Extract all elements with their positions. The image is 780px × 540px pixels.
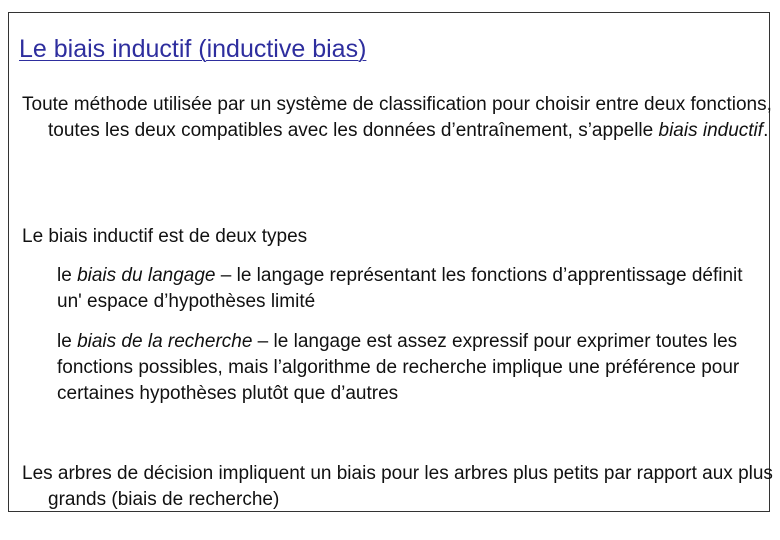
type-description: – le langage représentant les fonctions d’apprentissage définit un' espace d’hypothèses limité [57, 265, 743, 312]
type-term: biais du langage [77, 265, 216, 286]
type-item-language-bias [57, 263, 757, 315]
type-term: biais de la recherche [77, 331, 253, 352]
type-prefix: le [57, 265, 78, 286]
conclusion-paragraph: Les arbres de décision impliquent un biais pour les arbres plus petits par rapport aux plus grands (biais de recherche) [22, 463, 773, 510]
slide-frame [8, 12, 773, 512]
definition-end: . [763, 120, 769, 141]
slide-title: Le biais inductif (inductive bias) [19, 35, 367, 63]
type-prefix: le [57, 331, 78, 352]
type-description: – le langage est assez expressif pour exprimer toutes les fonctions possibles, mais l’algorithme de recherche implique une préférence pour certaines hypothèses plutôt que d’autres [57, 331, 740, 404]
type-item-search-bias [57, 329, 757, 407]
definition-term: biais inductif [658, 120, 764, 141]
definition-text: Toute méthode utilisée par un système de classification pour choisir entre deux fonctions, toutes les deux compatibles avec les données d’entraînement, s’appelle [22, 94, 772, 141]
types-heading: Le biais inductif est de deux types [22, 226, 308, 247]
definition-paragraph [22, 92, 780, 144]
